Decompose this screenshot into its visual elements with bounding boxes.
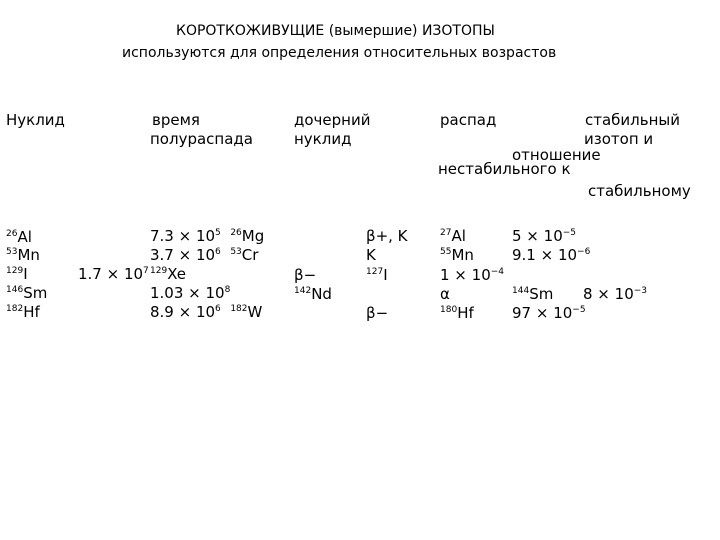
title-line-2: используются для определения относительных возрастов <box>122 45 557 61</box>
header-nuclide: Нуклид <box>6 111 65 129</box>
half-life-row-1: $7.3 \times 10^5$ $^{26}$Mg <box>150 227 265 245</box>
header-decay: распад <box>440 111 497 129</box>
ratio-row-2: $9.1 \times 10^{-6}$ <box>512 246 591 264</box>
stable-row-4: α <box>440 285 450 303</box>
header-daughter-1: дочерний <box>294 111 371 129</box>
header-stable-1: стабильный <box>585 111 681 129</box>
ratio-sm144: $^{144}$Sm <box>512 285 554 303</box>
decay-row-5: β− <box>366 304 389 322</box>
stable-hf180: $^{180}$Hf <box>440 304 474 322</box>
nuclide-al26: $^{26}$Al <box>6 228 32 246</box>
nuclide-hf182: $^{182}$Hf <box>6 303 40 321</box>
half-life-row-5: $8.9 \times 10^6$ $^{182}$W <box>150 303 263 321</box>
header-stable-2: изотоп и <box>584 130 654 148</box>
stable-row-3: $1 \times 10^{-4}$ <box>440 266 505 284</box>
ratio-row-5: $97 \times 10^{-5}$ <box>512 304 586 322</box>
header-ratio-3: стабильному <box>588 182 691 200</box>
nuclide-sm146: $^{146}$Sm <box>6 284 48 302</box>
header-half-life-2: полураспада <box>150 130 253 148</box>
daughter-nd142: $^{142}$Nd <box>294 285 332 303</box>
nuclide-mn53: $^{53}$Mn <box>6 246 40 264</box>
half-life-row-4: $1.03 \times 10^8$ <box>150 284 231 302</box>
header-ratio-1: отношение <box>512 146 601 164</box>
half-life-stray: $1.7 \times 10^7$ <box>78 265 149 283</box>
header-daughter-2: нуклид <box>294 130 352 148</box>
header-half-life-1: время <box>152 111 200 129</box>
daughter-beta: β− <box>294 266 317 284</box>
nuclide-i129: $^{129}$I <box>6 265 28 283</box>
stable-al27: $^{27}$Al <box>440 227 466 245</box>
decay-i127: $^{127}$I <box>366 266 388 284</box>
ratio-sm-value: $8 \times 10^{-3}$ <box>583 285 648 303</box>
half-life-row-3: $^{129}$Xe <box>150 265 187 283</box>
title-line-1: КОРОТКОЖИВУЩИЕ (вымершие) ИЗОТОПЫ <box>176 23 495 39</box>
header-ratio-2: нестабильного к <box>438 160 571 178</box>
stable-mn55: $^{55}$Mn <box>440 246 474 264</box>
decay-row-2: K <box>366 246 376 264</box>
half-life-row-2: $3.7 \times 10^6$ $^{53}$Cr <box>150 246 259 264</box>
decay-row-1: β+, K <box>366 227 408 245</box>
ratio-row-1: $5 \times 10^{-5}$ <box>512 227 577 245</box>
